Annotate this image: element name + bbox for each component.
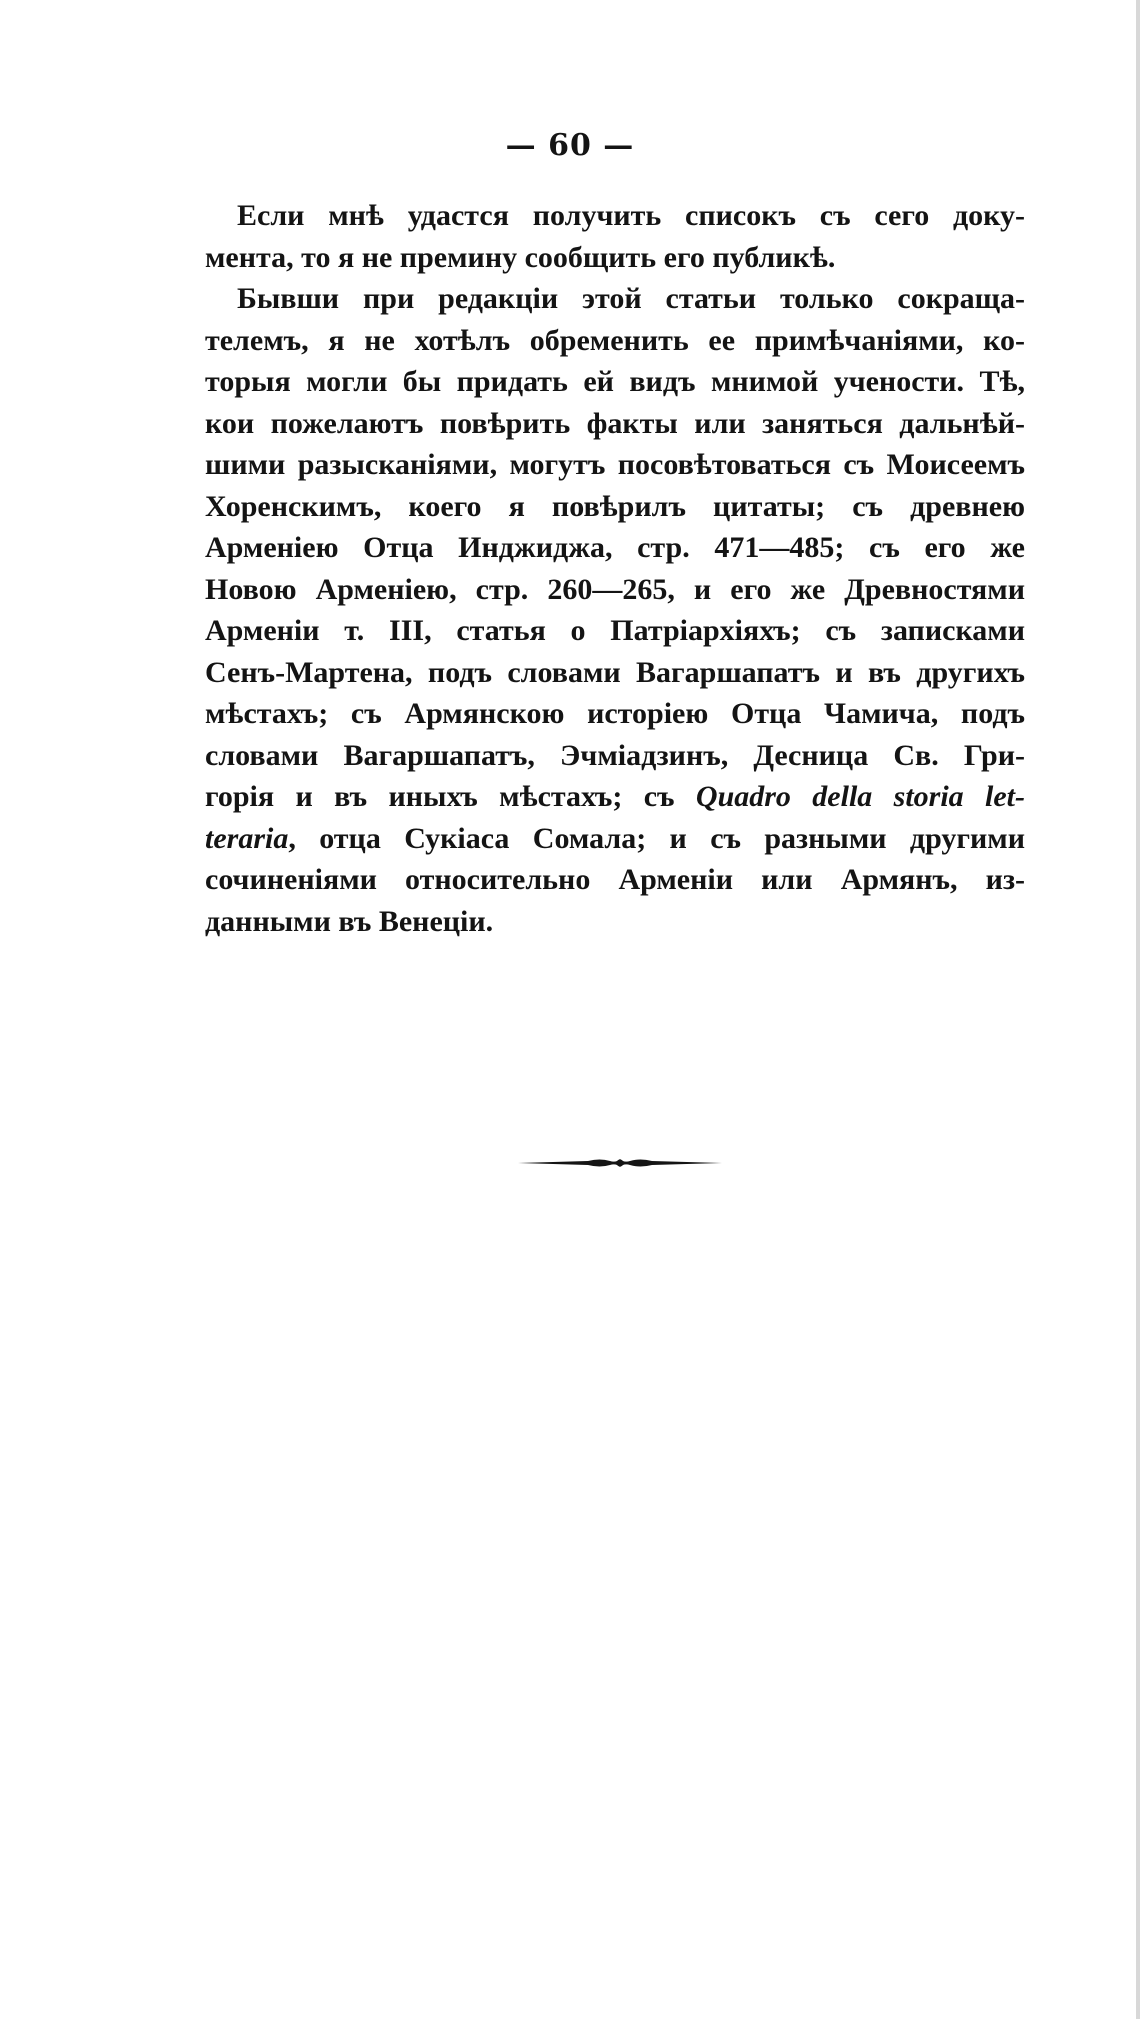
text-line-5: торыя могли бы придать ей видъ мнимой учености. Тѣ, [205,365,1025,398]
text-line-8: Хоренскимъ, коего я повѣрилъ цитаты; съ древнею [205,489,1025,523]
text-line-16-rest: , отца Сукіаса Сомала; и съ разными другими [288,821,1025,855]
page-edge [1136,0,1140,2019]
ornamental-rule [518,1156,722,1170]
text-line-13: мѣстахъ; съ Армянскою исторіею Отца Чамича, подъ [205,697,1025,730]
text-line-15 [205,776,1025,818]
text-line-16 [205,818,1025,860]
text-line-18: данными въ Венеціи. [205,904,494,938]
text-line-1: Если мнѣ удастся получить списокъ съ сего доку- [237,199,1025,232]
text-line-10: Новою Арменіею, стр. 260—265, и его же Древностями [205,572,1025,606]
text-line-3: Бывши при редакціи этой статьи только сокраща- [237,282,1025,315]
text-line-2: мента, то я не премину сообщить его публикѣ. [205,240,836,274]
text-line-9: Арменіею Отца Инджиджа, стр. 471—485; съ его же [205,531,1025,564]
text-line-17: сочиненіями относительно Арменіи или Армянъ, из- [205,863,1025,896]
text-line-12: Сенъ-Мартена, подъ словами Вагаршапатъ и въ другихъ [205,655,1025,689]
body-text [205,195,1025,942]
text-line-7: шими разысканіями, могутъ посовѣтоваться съ Моисеемъ [205,448,1025,481]
text-line-14: словами Вагаршапатъ, Эчміадзинъ, Десница Св. Гри- [205,738,1025,772]
text-line-4: телемъ, я не хотѣлъ обременить ее примѣчаніями, ко- [205,323,1025,357]
italic-title-part-1: Quadro della storia let- [695,780,1026,813]
text-line-15-start: горія и въ иныхъ мѣстахъ; съ [205,780,675,813]
italic-title-part-2: teraria [205,821,289,855]
page-number: — 60 — [505,128,635,163]
text-line-6: кои пожелаютъ повѣрить факты или заняться дальнѣй- [205,406,1025,440]
text-line-11: Арменіи т. III, статья о Патріархіяхъ; съ записками [205,614,1025,647]
